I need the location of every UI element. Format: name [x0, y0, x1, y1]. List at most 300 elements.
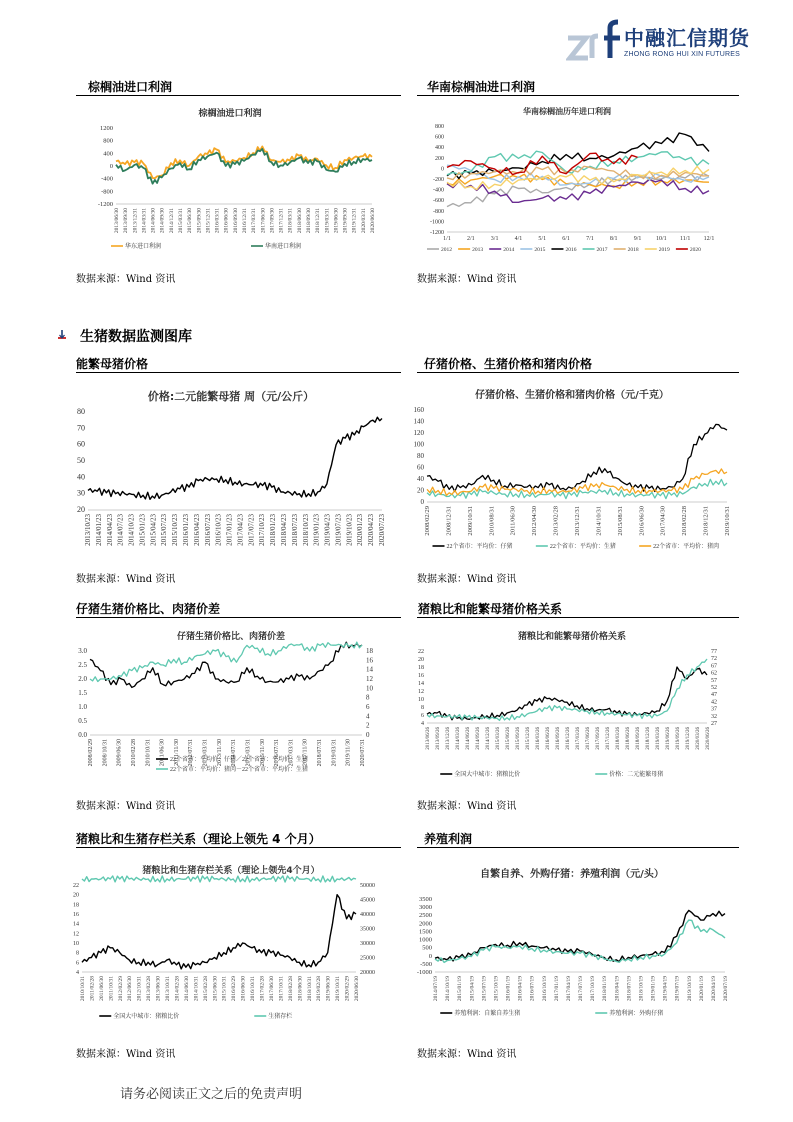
x-tick-label: 2016/02/29 — [231, 976, 238, 1002]
x-tick-label: 2016/07/23 — [203, 514, 212, 546]
x-tick-label: 2019/04/23 — [323, 514, 332, 546]
series-line-3 — [427, 469, 727, 496]
x-tick-label: 2016/06/26 — [546, 727, 551, 750]
y2-tick-label: 25000 — [360, 955, 375, 962]
section-title-palm-import: 棕榈油进口利润 — [88, 80, 173, 94]
y-tick-label: -1000 — [430, 219, 444, 226]
x-tick-label: 2020/06/30 — [354, 976, 360, 1002]
logo-chinese-name: 中融汇信期货 — [624, 26, 750, 50]
y-tick-label: 3000 — [419, 904, 432, 912]
legend-label: 2018 — [627, 247, 639, 253]
x-tick-label: 2018/03/26 — [616, 727, 621, 750]
x-tick-label: 2015/04/23 — [149, 514, 158, 546]
x-tick-label: 2019/12/31 — [351, 208, 358, 234]
chart-grain-ratio-hog-stock — [66, 855, 396, 1030]
x-tick-label: 2018/06/26 — [626, 727, 631, 750]
y-tick-label: 100 — [413, 440, 424, 449]
x-tick-label: 2015/10/19 — [493, 976, 500, 1002]
x-tick-label: 2008/02/29 — [88, 739, 94, 767]
x-tick-label: 2012/10/31 — [136, 976, 143, 1002]
x-tick-label: 2013/09/30 — [123, 208, 130, 234]
legend-label: 2015 — [534, 247, 546, 253]
x-tick-label: 2017/03/26 — [576, 727, 581, 750]
x-tick-label: 2020/03/31 — [360, 208, 367, 234]
x-tick-label: 2017/06/26 — [586, 727, 591, 750]
x-tick-label: 2015/01/19 — [457, 976, 464, 1002]
x-tick-label: 2018/02/28 — [287, 976, 294, 1002]
y-tick-label: 10 — [418, 697, 424, 703]
section-rule — [417, 95, 739, 96]
data-source: 数据来源：Wind 资讯 — [417, 274, 517, 285]
y-tick-label: 0.5 — [78, 717, 87, 725]
y-tick-label: 120 — [413, 429, 424, 437]
x-tick-label: 2014/12/26 — [486, 727, 491, 750]
x-tick-label: 2019/09/30 — [342, 208, 349, 234]
y-tick-label: 2.5 — [78, 661, 87, 669]
series-line-2 — [82, 876, 356, 882]
x-tick-label: 2018/06/30 — [297, 976, 304, 1002]
y-tick-label: 40 — [77, 472, 85, 482]
y2-tick-label: 37 — [711, 706, 717, 713]
x-tick-label: 2018/12/31 — [315, 208, 322, 234]
x-tick-label: 2014/09/26 — [476, 727, 481, 750]
x-tick-label: 2019/02/28 — [316, 976, 323, 1002]
section-title-grain-stock: 猪粮比和生猪存栏关系（理论上领先 4 个月） — [76, 832, 321, 846]
x-tick-label: 2017/01/23 — [225, 514, 234, 546]
legend-label: 2017 — [596, 247, 608, 253]
y-tick-label: 22 — [73, 883, 79, 889]
x-tick-label: 4/1 — [514, 236, 523, 242]
section-title-sow-price: 能繁母猪价格 — [76, 357, 149, 371]
x-tick-label: 2016/09/26 — [556, 727, 561, 750]
x-tick-label: 2018/10/31 — [306, 976, 313, 1002]
legend-label: 价格：二元能繁母猪 — [609, 772, 664, 778]
y2-tick-label: 35000 — [360, 926, 375, 933]
y-tick-label: 6 — [76, 960, 79, 967]
y-tick-label: 8 — [76, 950, 79, 957]
x-tick-label: 2019/10/19 — [686, 976, 693, 1002]
x-tick-label: 2015/09/30 — [196, 208, 203, 234]
y2-tick-label: 42 — [711, 699, 717, 706]
x-tick-label: 2018/02/28 — [681, 506, 689, 536]
y-tick-label: 14 — [418, 681, 424, 687]
x-tick-label: 2014/01/23 — [94, 514, 103, 546]
x-tick-label: 2012/04/30 — [531, 506, 539, 536]
x-tick-label: 2012/07/31 — [188, 739, 195, 767]
x-tick-label: 2018/10/19 — [638, 976, 645, 1002]
legend-label: 生猪存栏 — [268, 1014, 293, 1020]
x-tick-label: 2013/12/31 — [132, 208, 139, 234]
x-tick-label: 2014/06/26 — [466, 727, 471, 750]
y2-tick-label: 14 — [366, 665, 373, 674]
y2-tick-label: 45000 — [360, 897, 375, 904]
chart-breeding-profit — [407, 855, 737, 1030]
section-rule — [76, 617, 401, 618]
y-tick-label: -200 — [433, 177, 444, 183]
x-tick-label: 2016/10/31 — [250, 976, 257, 1002]
x-tick-label: 2019/09/26 — [676, 727, 681, 750]
x-tick-label: 10/1 — [656, 236, 667, 242]
x-tick-label: 2020/06/26 — [706, 727, 711, 750]
x-tick-label: 2019/03/26 — [656, 727, 661, 750]
x-tick-label: 2015/03/26 — [496, 727, 501, 750]
x-tick-label: 6/1 — [562, 236, 570, 242]
x-tick-label: 2020/07/23 — [378, 514, 386, 546]
y-tick-label: 18 — [73, 902, 79, 909]
y-tick-label: 18 — [418, 665, 424, 671]
x-tick-label: 2020/01/19 — [698, 976, 705, 1002]
x-tick-label: 2017/04/19 — [565, 976, 572, 1002]
series-line-1 — [116, 146, 372, 178]
x-tick-label: 2015/07/23 — [160, 514, 169, 546]
y-tick-label: 1000 — [419, 936, 432, 944]
x-tick-label: 2020/02/29 — [344, 976, 351, 1002]
x-tick-label: 2014/06/30 — [150, 208, 157, 234]
x-tick-label: 2018/09/26 — [636, 727, 641, 750]
x-tick-label: 2009/06/30 — [116, 739, 123, 767]
x-tick-label: 2015/09/26 — [516, 727, 521, 750]
y2-tick-label: 18 — [366, 647, 373, 655]
x-tick-label: 2018/01/19 — [602, 976, 609, 1002]
series-line-1 — [90, 642, 362, 687]
y-tick-label: 2500 — [419, 912, 432, 920]
x-tick-label: 2015/10/31 — [221, 976, 228, 1002]
x-tick-label: 2017/01/19 — [553, 976, 560, 1002]
x-tick-label: 2019/10/31 — [724, 506, 731, 536]
x-tick-label: 2013/06/30 — [155, 976, 162, 1002]
legend-label: 2013 — [472, 247, 484, 253]
chart-title: 猪粮比和生猪存栏关系（理论上领先4个月） — [142, 866, 320, 876]
x-tick-label: 2015/11/30 — [259, 739, 266, 767]
x-tick-label: 2019/06/26 — [666, 727, 671, 750]
y-tick-label: 60 — [417, 463, 424, 472]
y-tick-label: 600 — [435, 134, 444, 141]
x-tick-label: 5/1 — [538, 236, 547, 242]
x-tick-label: 2018/04/23 — [280, 514, 288, 546]
x-tick-label: 2010/10/31 — [80, 976, 86, 1002]
x-tick-label: 2011/06/30 — [159, 739, 166, 767]
y-tick-label: -800 — [101, 188, 113, 196]
y-tick-label: 4 — [76, 970, 79, 976]
legend-label: 2012 — [441, 247, 452, 253]
y2-tick-label: 4 — [366, 712, 370, 721]
x-tick-label: 2013/06/30 — [114, 208, 120, 234]
company-logo — [566, 18, 776, 66]
y2-tick-label: 30000 — [360, 941, 375, 947]
section-title-ratio-spread: 仔猪生猪价格比、肉猪价差 — [76, 602, 221, 616]
y2-tick-label: 6 — [366, 703, 370, 711]
x-tick-label: 2013/12/26 — [446, 727, 451, 750]
x-tick-label: 2012/02/29 — [117, 976, 124, 1002]
data-source: 数据来源：Wind 资讯 — [76, 574, 176, 585]
x-tick-label: 2019/10/23 — [345, 514, 354, 546]
legend-label: 22个省市：平均价：生猪 — [549, 544, 616, 550]
x-tick-label: 2020/04/23 — [367, 514, 376, 546]
data-source: 数据来源：Wind 资讯 — [417, 574, 517, 585]
x-tick-label: 2019/01/19 — [650, 976, 657, 1002]
y-tick-label: 800 — [103, 137, 113, 145]
y-tick-label: 1.5 — [78, 689, 87, 697]
x-tick-label: 2010/10/31 — [145, 739, 152, 767]
data-source: 数据来源：Wind 资讯 — [417, 1049, 517, 1060]
y-tick-label: 8 — [421, 705, 424, 711]
x-tick-label: 2014/10/31 — [595, 506, 603, 536]
x-tick-label: 2020/03/26 — [696, 727, 701, 750]
x-tick-label: 2019/06/30 — [325, 976, 332, 1002]
y2-tick-label: 2 — [366, 721, 370, 730]
x-tick-label: 2015/01/23 — [138, 514, 147, 546]
x-tick-label: 2010/08/31 — [488, 506, 496, 536]
x-tick-label: 2020/01/23 — [356, 514, 365, 546]
section-title-breeding-profit: 养殖利润 — [424, 832, 473, 846]
x-tick-label: 2016/10/23 — [214, 514, 223, 546]
x-tick-label: 2014/10/23 — [127, 514, 136, 546]
x-tick-label: 2017/02/28 — [259, 976, 266, 1002]
x-tick-label: 2011/11/30 — [173, 739, 180, 766]
y2-tick-label: 16 — [366, 656, 373, 665]
series-line-2 — [90, 642, 362, 681]
x-tick-label: 2013/03/31 — [202, 739, 209, 767]
x-tick-label: 2015/06/30 — [187, 208, 194, 234]
y2-tick-label: 77 — [711, 649, 717, 655]
legend-label: 22个省市：平均价：猪肉 — [653, 544, 720, 550]
x-tick-label: 2018/07/23 — [290, 514, 299, 546]
x-tick-label: 2015/03/31 — [178, 208, 184, 234]
y-tick-label: 16 — [73, 912, 79, 918]
x-tick-label: 12/1 — [703, 236, 715, 242]
y2-tick-label: 10 — [366, 684, 373, 693]
section-rule — [76, 372, 401, 373]
x-tick-label: 2008/02/29 — [424, 506, 431, 536]
section-bullet-icon — [56, 329, 68, 341]
x-tick-label: 2017/10/19 — [590, 976, 597, 1002]
y2-tick-label: 32 — [711, 713, 717, 720]
x-tick-label: 2014/04/23 — [105, 514, 114, 546]
legend-label: 2014 — [503, 247, 515, 253]
y-tick-label: 20 — [418, 657, 424, 663]
y-tick-label: 4 — [421, 721, 424, 727]
chart-grain-ratio-sow-price — [407, 625, 737, 785]
y-tick-label: 0 — [420, 498, 424, 506]
y-tick-label: -1200 — [430, 230, 444, 236]
y-tick-label: 1.0 — [78, 703, 87, 711]
x-tick-label: 2013/09/26 — [436, 727, 441, 750]
y-tick-label: 80 — [77, 407, 85, 416]
y-tick-label: -1000 — [416, 969, 432, 976]
y-tick-label: -600 — [433, 198, 444, 205]
x-tick-label: 2019/04/19 — [662, 976, 669, 1002]
x-tick-label: 2018/01/23 — [269, 514, 278, 546]
x-tick-label: 2013/02/28 — [146, 976, 153, 1002]
section-rule — [417, 372, 739, 373]
y2-tick-label: 27 — [711, 721, 717, 727]
y-tick-label: -500 — [420, 960, 432, 968]
y2-tick-label: 0 — [366, 731, 370, 739]
x-tick-label: 2009/10/31 — [466, 506, 474, 536]
x-tick-label: 2017/06/30 — [268, 976, 275, 1002]
chart-ratio-spread — [66, 625, 396, 785]
x-tick-label: 2020/06/30 — [370, 208, 376, 234]
y-tick-label: 1500 — [419, 928, 432, 936]
legend-label: 全国大中城市：猪粮比价 — [454, 772, 521, 778]
y-tick-label: 10 — [73, 941, 79, 947]
x-tick-label: 2014/03/26 — [456, 727, 461, 750]
y-tick-label: 22 — [418, 649, 424, 655]
x-tick-label: 2017/12/26 — [606, 727, 611, 750]
chart-title: 华南棕榈油历年进口利润 — [523, 107, 611, 116]
x-tick-label: 2014/03/31 — [141, 208, 148, 234]
x-tick-label: 2019/07/19 — [674, 976, 681, 1002]
y-tick-label: 12 — [73, 931, 79, 938]
chart-title: 价格:二元能繁母猪 周（元/公斤） — [147, 390, 315, 403]
x-tick-label: 2018/09/30 — [306, 208, 312, 234]
x-tick-label: 2017/09/26 — [596, 727, 601, 750]
x-tick-label: 2019/03/31 — [324, 207, 331, 234]
x-tick-label: 1/1 — [443, 236, 451, 242]
logo-english-name: ZHONG RONG HUI XIN FUTURES — [624, 51, 741, 58]
y2-tick-label: 40000 — [360, 912, 375, 918]
x-tick-label: 2013/10/31 — [165, 976, 172, 1002]
y-tick-label: 40 — [417, 475, 424, 483]
x-tick-label: 2017/04/23 — [236, 514, 245, 546]
x-tick-label: 2016/03/26 — [536, 727, 541, 750]
y-tick-label: 20 — [73, 892, 79, 899]
section-rule — [417, 847, 739, 848]
y-tick-label: 400 — [435, 145, 444, 152]
x-tick-label: 2013/10/23 — [84, 514, 92, 546]
x-tick-label: 2014/07/23 — [116, 514, 125, 546]
data-source: 数据来源：Wind 资讯 — [417, 801, 517, 812]
chart-title: 自繁自养、外购仔猪：养殖利润（元/头） — [480, 869, 664, 880]
y-tick-label: 140 — [413, 417, 424, 426]
x-tick-label: 2019/06/30 — [333, 208, 340, 234]
x-tick-label: 2020/07/31 — [360, 739, 366, 767]
x-tick-label: 7/1 — [586, 236, 594, 242]
y-tick-label: 200 — [435, 155, 444, 162]
x-tick-label: 2014/12/31 — [168, 208, 175, 234]
x-tick-label: 2/1 — [466, 236, 475, 242]
y2-tick-label: 8 — [366, 693, 370, 702]
y2-tick-label: 72 — [711, 656, 717, 663]
y2-tick-label: 62 — [711, 670, 717, 677]
x-tick-label: 2008/12/31 — [445, 506, 453, 536]
y-tick-label: 60 — [77, 439, 85, 449]
y-tick-label: -800 — [433, 208, 444, 215]
x-tick-label: 9/1 — [633, 236, 642, 242]
legend-label: 全国大中城市：猪粮比价 — [113, 1014, 180, 1020]
x-tick-label: 2016/04/19 — [517, 976, 524, 1002]
legend-label: 养殖利润：外购仔猪 — [609, 1011, 664, 1017]
x-tick-label: 2017/07/23 — [247, 514, 256, 546]
x-tick-label: 2015/04/19 — [469, 976, 476, 1002]
x-tick-label: 2018/04/19 — [614, 976, 621, 1002]
y-tick-label: 1200 — [100, 125, 113, 132]
y-tick-label: 0 — [109, 163, 113, 170]
chart-title: 仔猪生猪价格比、肉猪价差 — [176, 632, 286, 642]
x-tick-label: 2014/07/31 — [231, 739, 238, 767]
y-tick-label: -400 — [433, 187, 444, 194]
x-tick-label: 2010/02/28 — [130, 739, 137, 767]
x-tick-label: 2018/07/31 — [317, 739, 324, 767]
y-tick-label: 0 — [428, 952, 432, 960]
y2-tick-label: 50000 — [360, 883, 375, 889]
legend-label: 22个省市：平均价：仔猪 — [446, 544, 513, 550]
y-tick-label: 70 — [77, 423, 85, 433]
section-rule — [417, 617, 739, 618]
x-tick-label: 2014/02/28 — [174, 976, 181, 1002]
x-tick-label: 2017/07/19 — [578, 976, 584, 1002]
section-rule — [76, 847, 401, 848]
x-tick-label: 2017/09/30 — [269, 208, 276, 234]
x-tick-label: 2014/06/30 — [183, 976, 190, 1002]
series-line-1 — [427, 424, 727, 491]
x-tick-label: 2014/07/19 — [433, 976, 439, 1002]
chart-palm-import-profit — [80, 102, 380, 260]
x-tick-label: 2018/07/19 — [626, 976, 633, 1002]
y-tick-label: 0.0 — [78, 731, 87, 739]
y-tick-label: 20 — [77, 505, 85, 514]
x-tick-label: 2018/10/23 — [301, 514, 310, 546]
x-tick-label: 2014/10/31 — [193, 976, 200, 1002]
data-source: 数据来源：Wind 资讯 — [76, 801, 176, 812]
series-line-2 — [427, 659, 707, 720]
logo-mark-icon — [566, 18, 622, 62]
x-tick-label: 2016/01/19 — [505, 976, 512, 1002]
y-tick-label: 80 — [417, 452, 424, 460]
x-tick-label: 2011/10/31 — [108, 976, 115, 1001]
y-tick-label: 50 — [77, 456, 85, 465]
y-tick-label: 3.0 — [78, 647, 87, 655]
disclaimer-footer: 请务必阅读正文之后的免责声明 — [120, 1087, 303, 1102]
x-tick-label: 2017/06/30 — [260, 208, 267, 234]
y-tick-label: 2.0 — [78, 675, 87, 683]
y-tick-label: 160 — [413, 406, 424, 414]
x-tick-label: 11/1 — [679, 236, 691, 242]
x-tick-label: 2019/01/23 — [312, 514, 321, 546]
chart-south-china-palm-yearly — [417, 102, 717, 260]
x-tick-label: 2017/03/31 — [288, 739, 295, 767]
legend-label: 养殖利润：自繁自养生猪 — [454, 1011, 521, 1017]
x-tick-label: 2018/12/31 — [702, 506, 710, 536]
y-tick-label: -1200 — [97, 201, 113, 208]
x-tick-label: 2018/06/30 — [296, 208, 303, 234]
x-tick-label: 2016/12/31 — [242, 208, 248, 234]
x-tick-label: 2016/10/19 — [541, 976, 548, 1002]
y-tick-label: 800 — [435, 124, 444, 130]
x-tick-label: 2015/03/31 — [245, 739, 252, 767]
x-tick-label: 2013/02/28 — [552, 506, 560, 536]
series-line-1 — [82, 895, 356, 969]
x-tick-label: 2016/07/19 — [529, 976, 536, 1002]
x-tick-label: 2019/11/30 — [345, 739, 352, 767]
y2-tick-label: 67 — [711, 663, 717, 670]
section-rule — [76, 95, 401, 96]
x-tick-label: 2017/10/31 — [278, 976, 285, 1002]
legend-label: 22个省市：平均价：仔猪／22个省市：平均价：生猪 — [170, 757, 309, 763]
x-tick-label: 2014/09/30 — [159, 208, 166, 234]
x-tick-label: 2015/10/23 — [171, 514, 180, 546]
x-tick-label: 2018/12/26 — [646, 727, 651, 750]
x-tick-label: 2014/10/19 — [445, 976, 452, 1002]
y-tick-label: 16 — [418, 673, 424, 679]
x-tick-label: 2020/04/19 — [710, 976, 717, 1002]
x-tick-label: 2016/07/31 — [274, 739, 281, 767]
section-header-hog-data: 生猪数据监测图库 — [80, 329, 192, 345]
y-tick-label: 0 — [441, 166, 444, 173]
x-tick-label: 2015/02/28 — [202, 976, 209, 1002]
x-tick-label: 2011/02/28 — [89, 976, 96, 1001]
x-tick-label: 2012/06/30 — [127, 976, 134, 1002]
